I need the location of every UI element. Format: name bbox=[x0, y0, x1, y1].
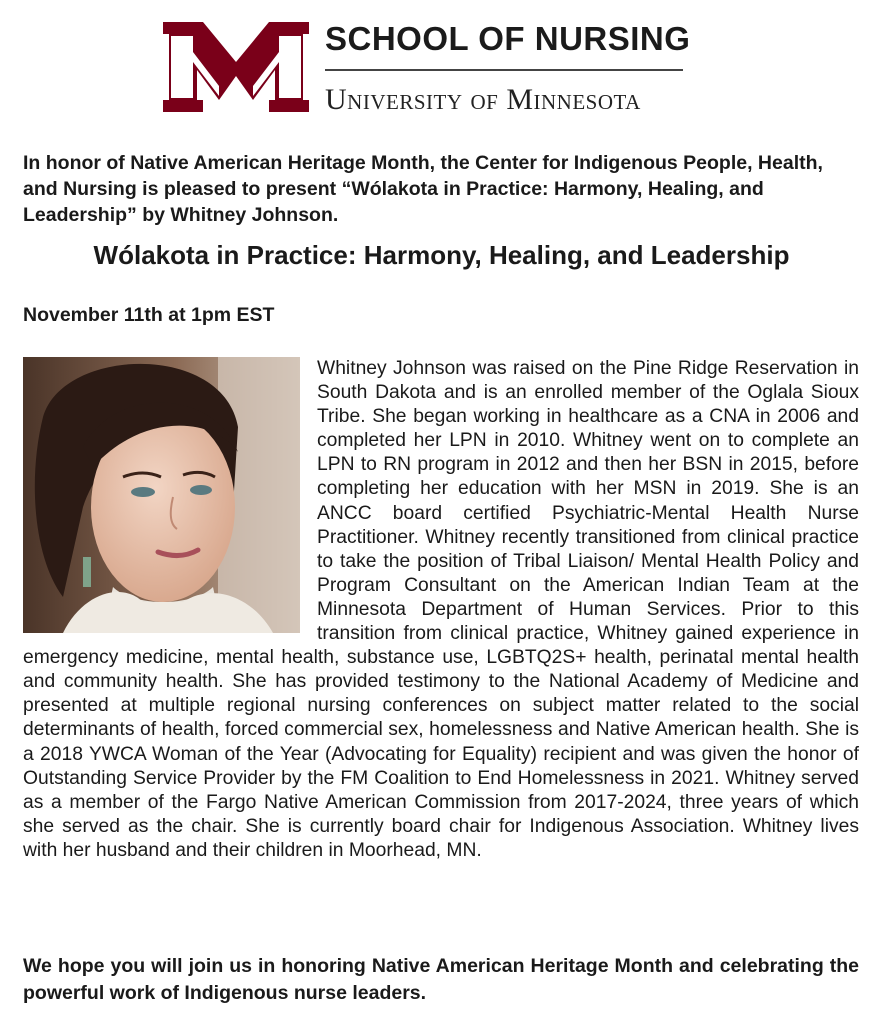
header bbox=[0, 0, 883, 130]
intro-paragraph: In honor of Native American Heritage Month, the Center for Indigenous People, Health, and Nursing is pleased to present “Wólakota in Practice: Harmony, Healing, and Leadership” by Whitney Johnson. bbox=[23, 152, 823, 226]
bio-section bbox=[23, 357, 859, 863]
event-date: November 11th at 1pm EST bbox=[23, 304, 275, 326]
block-m-logo-icon bbox=[163, 22, 309, 112]
university-name: University of Minnesota bbox=[325, 83, 641, 116]
header-divider bbox=[325, 69, 683, 71]
closing-paragraph: We hope you will join us in honoring Native American Heritage Month and celebrating the powerful work of Indigenous nurse leaders. bbox=[23, 955, 859, 1004]
event-title: Wólakota in Practice: Harmony, Healing, and Leadership bbox=[93, 240, 790, 270]
university-label bbox=[325, 83, 641, 117]
bio-text: Whitney Johnson was raised on the Pine Ridge Reservation in South Dakota and is an enrolled member of the Oglala Sioux Tribe. She began working in healthcare as a CNA in 2006 and completed her LPN in 2010. Whitney went on to complete an LPN to RN program in 2012 and then her BSN in 2015, before completing her education with her MSN in 2019. She is an ANCC board certified Psychiatric-Mental Health Nurse Practitioner. Whitney recently transitioned from clinical practice to take the position of Tribal Liaison/ Mental Health Policy and Program Consultant on the American Indian Team at the Minnesota Department of Human Services. Prior to this transition from clinical practice, Whitney gained experience in emergency medicine, mental health, substance use, LGBTQ2S+ health, perinatal mental health and community health. She has provided testimony to the National Academy of Medicine and presented at multiple regional nursing conferences on subject matter related to the social determinants of health, forced commercial sex, homelessness and Native American health. She is a 2018 YWCA Woman of the Year (Advocating for Equality) recipient and was given the honor of Outstanding Service Provider by the FM Coalition to End Homelessness in 2021. Whitney served as a member of the Fargo Native American Commission from 2017-2024, three years of which she served as the chair. She is currently board chair for Indigenous Association. Whitney lives with her husband and their children in Moorhead, MN. bbox=[23, 358, 859, 861]
school-of-nursing-label: SCHOOL OF NURSING bbox=[325, 20, 691, 57]
speaker-photo bbox=[23, 357, 300, 633]
